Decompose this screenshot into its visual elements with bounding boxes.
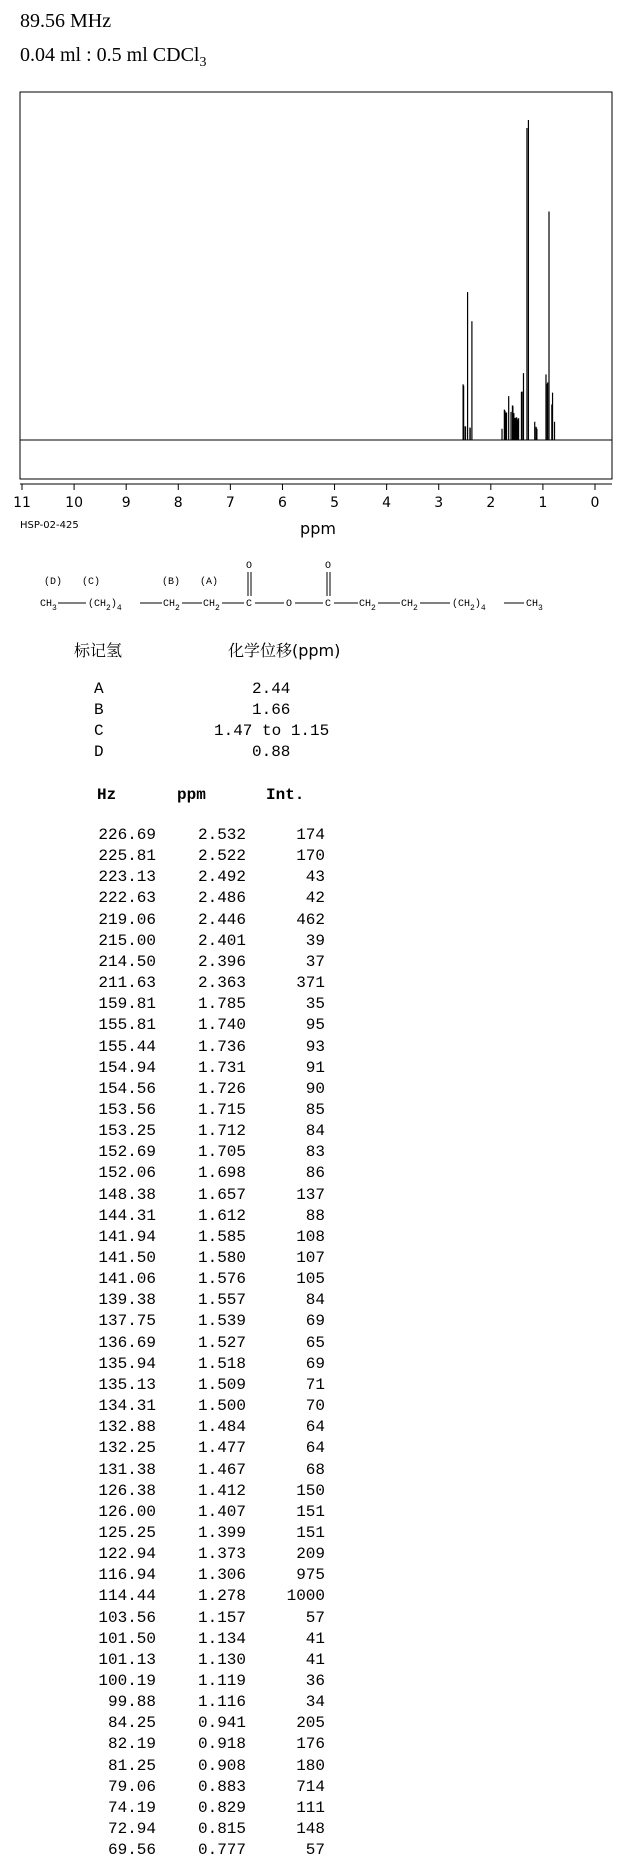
x-tick-label: 11: [13, 495, 31, 511]
peak-hz: 82.19: [107, 1735, 156, 1754]
peak-ppm: 0.908: [197, 1756, 246, 1775]
peak-int: 95: [305, 1016, 325, 1035]
x-tick-label: 8: [173, 495, 183, 511]
sample-subscript: 3: [199, 55, 207, 70]
assignment-label-a: A: [94, 680, 104, 698]
assignment-header-shift: 化学位移(ppm): [228, 641, 341, 660]
peak-hz: 126.38: [98, 1481, 156, 1500]
peak-ppm: 1.467: [197, 1460, 246, 1479]
peak-int: 68: [305, 1460, 325, 1479]
peak-ppm: 2.396: [197, 952, 246, 971]
spectrometer-frequency: 89.56 MHz: [20, 10, 112, 32]
peak-ppm: 1.698: [197, 1164, 246, 1183]
peak-hz: 72.94: [107, 1820, 156, 1839]
peak-hz: 223.13: [98, 868, 156, 887]
peak-ppm: 1.705: [197, 1143, 246, 1162]
peak-ppm: 1.477: [197, 1439, 246, 1458]
x-tick-label: 10: [65, 495, 84, 511]
peak-int: 83: [305, 1143, 325, 1162]
peak-int: 39: [305, 931, 325, 950]
peak-hz: 152.06: [98, 1164, 156, 1183]
peak-int: 64: [305, 1439, 325, 1458]
label-d: (D): [44, 577, 63, 588]
peak-hz: 134.31: [98, 1397, 156, 1416]
peak-ppm: 0.829: [197, 1798, 246, 1817]
peak-hz: 152.69: [98, 1143, 156, 1162]
x-tick-label: 4: [382, 495, 392, 511]
peak-int: 70: [305, 1397, 325, 1416]
peak-hz: 154.56: [98, 1079, 156, 1098]
peak-int: 36: [305, 1672, 325, 1690]
peak-ppm: 1.509: [197, 1375, 246, 1394]
peak-int: 151: [296, 1523, 325, 1542]
peak-int: 84: [305, 1291, 325, 1310]
peak-ppm: 0.941: [197, 1714, 246, 1733]
peak-hz: 139.38: [98, 1291, 156, 1310]
peak-ppm: 1.539: [197, 1312, 246, 1331]
peak-int: 108: [296, 1227, 325, 1246]
peak-int: 71: [305, 1375, 325, 1394]
peak-int: 90: [305, 1079, 325, 1098]
peak-hz: 125.25: [98, 1523, 156, 1542]
peak-hz: 116.94: [98, 1566, 156, 1585]
carbonyl-c-1: C: [246, 599, 253, 610]
peak-ppm: 2.532: [197, 826, 246, 844]
ch3-left: $CH_3$: [40, 599, 57, 613]
peak-int: 462: [296, 910, 325, 929]
peak-ppm: 1.119: [197, 1672, 246, 1690]
peak-int: 93: [305, 1037, 325, 1056]
peak-int: 174: [296, 826, 325, 844]
peak-hz: 84.25: [107, 1714, 156, 1733]
peak-ppm: 1.657: [197, 1185, 246, 1204]
x-tick-label: 2: [486, 495, 496, 511]
peak-int: 86: [305, 1164, 325, 1183]
peak-hz: 81.25: [107, 1756, 156, 1775]
peak-ppm: 1.715: [197, 1100, 246, 1119]
peak-ppm: 1.278: [197, 1587, 246, 1606]
peak-int: 57: [305, 1608, 325, 1627]
x-tick-label: 7: [225, 495, 235, 511]
ch2-chain-c: $(CH_2)_4$: [88, 599, 122, 613]
peak-int: 209: [296, 1545, 325, 1564]
ch3-right: $CH_3$: [526, 599, 543, 613]
peak-ppm: 1.134: [197, 1629, 246, 1648]
peak-hz: 155.81: [98, 1016, 156, 1035]
peak-ppm: 1.407: [197, 1502, 246, 1521]
peak-hz: 101.13: [98, 1650, 156, 1669]
x-axis-label: ppm: [300, 519, 336, 538]
peak-ppm: 1.731: [197, 1058, 246, 1077]
peak-hz: 153.56: [98, 1100, 156, 1119]
assignment-header-label: 标记氢: [74, 641, 123, 660]
peak-hz: 159.81: [98, 995, 156, 1014]
ch2-chain-right: $(CH_2)_4$: [452, 599, 486, 613]
peak-int: 41: [305, 1650, 325, 1669]
peak-ppm: 1.726: [197, 1079, 246, 1098]
peak-ppm: 0.883: [197, 1777, 246, 1796]
peak-hz: 103.56: [98, 1608, 156, 1627]
peak-hz: 135.94: [98, 1354, 156, 1373]
peak-int: 42: [305, 889, 325, 908]
peak-ppm: 1.612: [197, 1206, 246, 1225]
label-a: (A): [200, 577, 219, 588]
peak-hz: 153.25: [98, 1122, 156, 1141]
peak-hz: 215.00: [98, 931, 156, 950]
x-tick-label: 0: [590, 495, 600, 511]
peak-ppm: 1.580: [197, 1249, 246, 1267]
assignment-shift-a: 2.44: [252, 680, 291, 698]
peak-hz: 141.94: [98, 1227, 156, 1246]
peak-table-header-hz: Hz: [97, 786, 117, 804]
peak-int: 88: [305, 1206, 325, 1225]
peak-ppm: 1.306: [197, 1566, 246, 1585]
peak-int: 34: [305, 1693, 325, 1712]
ch2-a: $CH_2$: [203, 599, 220, 613]
peak-hz: 214.50: [98, 952, 156, 971]
peak-hz: 114.44: [98, 1587, 156, 1606]
peak-int: 714: [296, 1777, 325, 1796]
assignment-shift-c: 1.47 to 1.15: [214, 722, 330, 740]
peak-int: 170: [296, 847, 325, 866]
spectrum-code: HSP-02-425: [20, 520, 79, 531]
peak-int: 85: [305, 1100, 325, 1119]
peak-ppm: 1.130: [197, 1650, 246, 1669]
carbonyl-o-1: O: [246, 561, 253, 572]
peak-hz: 222.63: [98, 889, 156, 908]
peak-ppm: 0.815: [197, 1820, 246, 1839]
peak-hz: 225.81: [98, 847, 156, 866]
peak-hz: 131.38: [98, 1460, 156, 1479]
peak-hz: 79.06: [107, 1777, 156, 1796]
peak-hz: 141.06: [98, 1270, 156, 1289]
peak-int: 41: [305, 1629, 325, 1648]
ch2-right-1: $CH_2$: [359, 599, 376, 613]
peak-hz: 226.69: [98, 826, 156, 844]
ester-o: O: [286, 599, 293, 610]
x-tick-label: 9: [121, 495, 131, 511]
peak-ppm: 2.492: [197, 868, 246, 887]
peak-ppm: 1.412: [197, 1481, 246, 1500]
peak-hz: 137.75: [98, 1312, 156, 1331]
peak-hz: 135.13: [98, 1375, 156, 1394]
peak-ppm: 2.446: [197, 910, 246, 929]
peak-int: 69: [305, 1354, 325, 1373]
peak-ppm: 1.712: [197, 1122, 246, 1141]
peak-ppm: 1.518: [197, 1354, 246, 1373]
peak-int: 65: [305, 1333, 325, 1352]
peak-hz: 99.88: [107, 1693, 156, 1712]
peak-int: 91: [305, 1058, 325, 1077]
peak-ppm: 1.157: [197, 1608, 246, 1627]
peak-ppm: 1.736: [197, 1037, 246, 1056]
peak-ppm: 1.116: [197, 1693, 246, 1712]
peak-int: 57: [305, 1841, 325, 1860]
peak-ppm: 1.527: [197, 1333, 246, 1352]
peak-ppm: 2.363: [197, 974, 246, 993]
peak-ppm: 2.401: [197, 931, 246, 950]
peak-hz: 141.50: [98, 1249, 156, 1267]
x-tick-label: 5: [330, 495, 340, 511]
carbonyl-c-2: C: [325, 599, 332, 610]
peak-table-header-int: Int.: [266, 786, 305, 804]
molecular-structure: [0, 0, 626, 640]
peak-ppm: 1.585: [197, 1227, 246, 1246]
peak-hz: 74.19: [107, 1798, 156, 1817]
x-tick-label: 3: [434, 495, 444, 511]
peak-table-header-ppm: ppm: [177, 786, 206, 804]
sample-text: 0.04 ml : 0.5 ml CDCl: [20, 44, 200, 66]
peak-int: 205: [296, 1714, 325, 1733]
peak-int: 975: [296, 1566, 325, 1585]
peak-ppm: 2.522: [197, 847, 246, 866]
peak-int: 84: [305, 1122, 325, 1141]
peak-int: 148: [296, 1820, 325, 1839]
peak-int: 105: [296, 1270, 325, 1289]
peak-hz: 122.94: [98, 1545, 156, 1564]
carbonyl-o-2: O: [325, 561, 332, 572]
peak-hz: 69.56: [107, 1841, 156, 1860]
peak-int: 107: [296, 1249, 325, 1267]
peak-ppm: 0.777: [197, 1841, 246, 1860]
peak-ppm: 1.785: [197, 995, 246, 1014]
peak-ppm: 1.576: [197, 1270, 246, 1289]
peak-int: 180: [296, 1756, 325, 1775]
peak-int: 137: [296, 1185, 325, 1204]
peak-hz: 148.38: [98, 1185, 156, 1204]
assignment-label-d: D: [94, 743, 104, 761]
peak-hz: 219.06: [98, 910, 156, 929]
peak-int: 111: [296, 1798, 325, 1817]
peak-hz: 101.50: [98, 1629, 156, 1648]
peak-int: 1000: [286, 1587, 325, 1606]
assignment-label-b: B: [94, 701, 104, 719]
label-c: (C): [82, 577, 101, 588]
peak-hz: 154.94: [98, 1058, 156, 1077]
peak-hz: 100.19: [98, 1672, 156, 1690]
peak-hz: 144.31: [98, 1206, 156, 1225]
peak-ppm: 1.399: [197, 1523, 246, 1542]
peak-ppm: 1.484: [197, 1418, 246, 1437]
ch2-b: $CH_2$: [163, 599, 180, 613]
x-tick-label: 6: [277, 495, 287, 511]
peak-ppm: 1.500: [197, 1397, 246, 1416]
label-b: (B): [162, 577, 181, 588]
assignment-label-c: C: [94, 722, 104, 740]
peak-int: 371: [296, 974, 325, 993]
peak-ppm: 1.740: [197, 1016, 246, 1035]
peak-hz: 155.44: [98, 1037, 156, 1056]
peak-ppm: 0.918: [197, 1735, 246, 1754]
assignment-shift-d: 0.88: [252, 743, 291, 761]
peak-int: 151: [296, 1502, 325, 1521]
peak-int: 150: [296, 1481, 325, 1500]
peak-ppm: 2.486: [197, 889, 246, 908]
peak-int: 69: [305, 1312, 325, 1331]
peak-hz: 136.69: [98, 1333, 156, 1352]
peak-ppm: 1.373: [197, 1545, 246, 1564]
peak-hz: 211.63: [98, 974, 156, 993]
x-tick-label: 1: [538, 495, 548, 511]
ch2-right-2: $CH_2$: [401, 599, 418, 613]
peak-hz: 132.88: [98, 1418, 156, 1437]
peak-int: 64: [305, 1418, 325, 1437]
peak-hz: 126.00: [98, 1502, 156, 1521]
peak-int: 35: [305, 995, 325, 1014]
peak-int: 43: [305, 868, 325, 887]
peak-int: 176: [296, 1735, 325, 1754]
peak-int: 37: [305, 952, 325, 971]
peak-hz: 132.25: [98, 1439, 156, 1458]
peak-ppm: 1.557: [197, 1291, 246, 1310]
assignment-shift-b: 1.66: [252, 701, 291, 719]
